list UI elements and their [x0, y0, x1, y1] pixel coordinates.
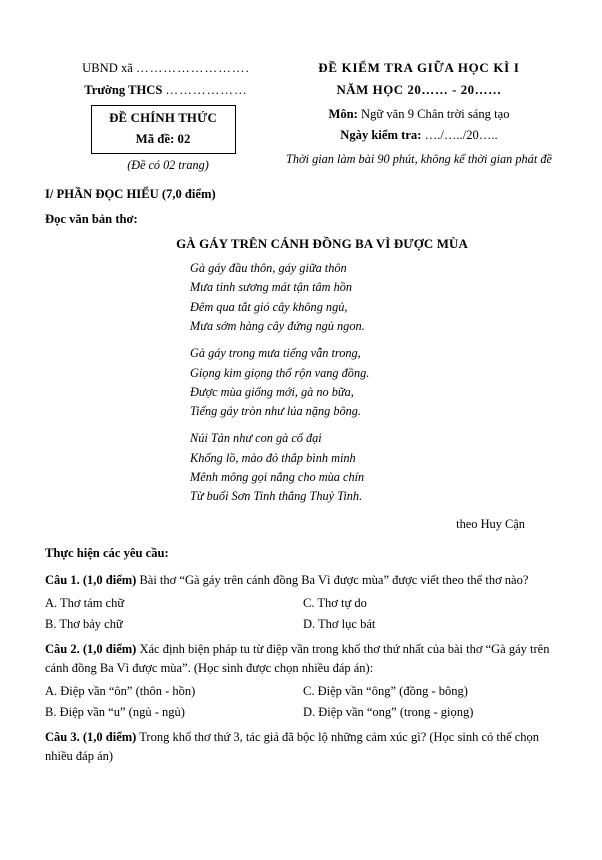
option-b[interactable]: B. Thơ bảy chữ — [45, 617, 123, 632]
poem-line: Núi Tản như con gà cổ đại — [190, 431, 322, 446]
poem-stanza-2 — [45, 347, 557, 417]
poem-title: GÀ GÁY TRÊN CÁNH ĐỒNG BA VÌ ĐƯỢC MÙA — [176, 237, 468, 252]
question-1-text: Bài thơ “Gà gáy trên cánh đồng Ba Vì được mùa” được viết theo thể thơ nào? — [136, 572, 529, 587]
question-3-text: Trong khổ thơ thứ 3, tác giả đã bộc lộ những cảm xúc gì? (Học sinh có thể chọn nhiều đáp án) — [45, 729, 540, 763]
exam-date-line — [281, 129, 557, 142]
document-body — [45, 188, 557, 773]
question-2-number: Câu 2. (1,0 điểm) — [45, 641, 137, 656]
exam-date-value: …./…../20….. — [424, 128, 498, 143]
school-dots: ……………… — [165, 82, 248, 97]
poem-line: Khổng lồ, mào đỏ thắp bình minh — [190, 450, 356, 465]
poem-line: Từ buổi Sơn Tinh thắng Thuỷ Tinh. — [190, 489, 363, 504]
ubnd-label: UBND xã — [82, 61, 133, 75]
poem-line: Giọng kim giọng thổ rộn vang đồng. — [190, 365, 370, 380]
poem-line: Mênh mông gọi nắng cho mùa chín — [190, 470, 365, 485]
header-left-block — [45, 62, 281, 171]
option-b[interactable]: B. Điệp vần “u” (ngủ - ngủ) — [45, 705, 185, 720]
poem-line: Tiếng gáy tròn như lúa nặng bông. — [190, 404, 362, 419]
question-1 — [45, 571, 557, 590]
subject-label: Môn: — [328, 106, 358, 121]
option-d[interactable]: D. Thơ lục bát — [303, 617, 376, 632]
poem-line: Gà gáy đầu thôn, gáy giữa thôn — [190, 261, 347, 276]
question-2-options-right — [303, 685, 557, 719]
option-c[interactable]: C. Điệp vần “ông” (đồng - bông) — [303, 683, 468, 698]
school-label: Trường THCS — [84, 82, 163, 97]
official-exam-box — [91, 105, 236, 154]
poem-line: Mưa tinh sương mát tận tâm hồn — [190, 280, 353, 295]
poem-line: Mưa sớm hàng cây đứng ngủ ngon. — [190, 318, 365, 333]
subject-line — [281, 108, 557, 121]
school-line — [45, 84, 281, 97]
question-2-options — [45, 685, 557, 719]
question-1-options-left — [45, 597, 303, 631]
option-a[interactable]: A. Điệp vần “ôn” (thôn - hồn) — [45, 683, 196, 698]
question-1-options-right — [303, 597, 557, 631]
official-exam-label: ĐỀ CHÍNH THỨC — [109, 111, 217, 126]
question-1-number: Câu 1. (1,0 điểm) — [45, 572, 137, 587]
question-2-text: Xác định biện pháp tu từ điệp vần trong khổ thơ thứ nhất của bài thơ “Gà gáy trên cánh đồng Ba Vì được mùa”. (Học sinh được chọn nhiều đáp án): — [45, 641, 550, 675]
question-3-number: Câu 3. (1,0 điểm) — [45, 729, 137, 744]
poem-line: Được mùa giống mới, gà no bữa, — [190, 384, 354, 399]
option-d[interactable]: D. Điệp vần “ong” (trong - giọng) — [303, 705, 474, 720]
exam-title-line2: NĂM HỌC 20…… - 20…… — [336, 82, 502, 97]
ubnd-line — [45, 62, 281, 75]
page-count-note: (Đề có 02 trang) — [127, 157, 209, 172]
poem-stanza-3 — [45, 432, 557, 502]
option-a[interactable]: A. Thơ tám chữ — [45, 595, 125, 610]
subject-value: Ngữ văn 9 Chân trời sáng tạo — [361, 106, 510, 121]
question-2-options-left — [45, 685, 303, 719]
question-1-options — [45, 597, 557, 631]
poem-attribution: theo Huy Cận — [456, 516, 525, 531]
header-right-block — [281, 62, 557, 165]
document-header — [45, 62, 557, 171]
option-c[interactable]: C. Thơ tự do — [303, 595, 367, 610]
tasks-instruction: Thực hiện các yêu cầu: — [45, 546, 169, 561]
reading-instruction: Đọc văn bản thơ: — [45, 211, 138, 226]
exam-code-label: Mã đề: 02 — [135, 131, 191, 146]
exam-date-label: Ngày kiểm tra: — [340, 128, 422, 143]
ubnd-dots: ……………………. — [136, 61, 250, 75]
question-2 — [45, 640, 557, 678]
exam-title-line1: ĐỀ KIỂM TRA GIỮA HỌC KÌ I — [318, 61, 520, 75]
poem-line: Đêm qua tắt gió cây không ngủ, — [190, 299, 348, 314]
duration-note: Thời gian làm bài 90 phút, không kể thời gian phát đề — [286, 152, 552, 166]
section-title-reading: I/ PHẦN ĐỌC HIỂU (7,0 điểm) — [45, 187, 216, 201]
poem-line: Gà gáy trong mưa tiếng vẫn trong, — [190, 346, 361, 361]
question-3 — [45, 728, 557, 766]
poem-stanza-1 — [45, 262, 557, 332]
